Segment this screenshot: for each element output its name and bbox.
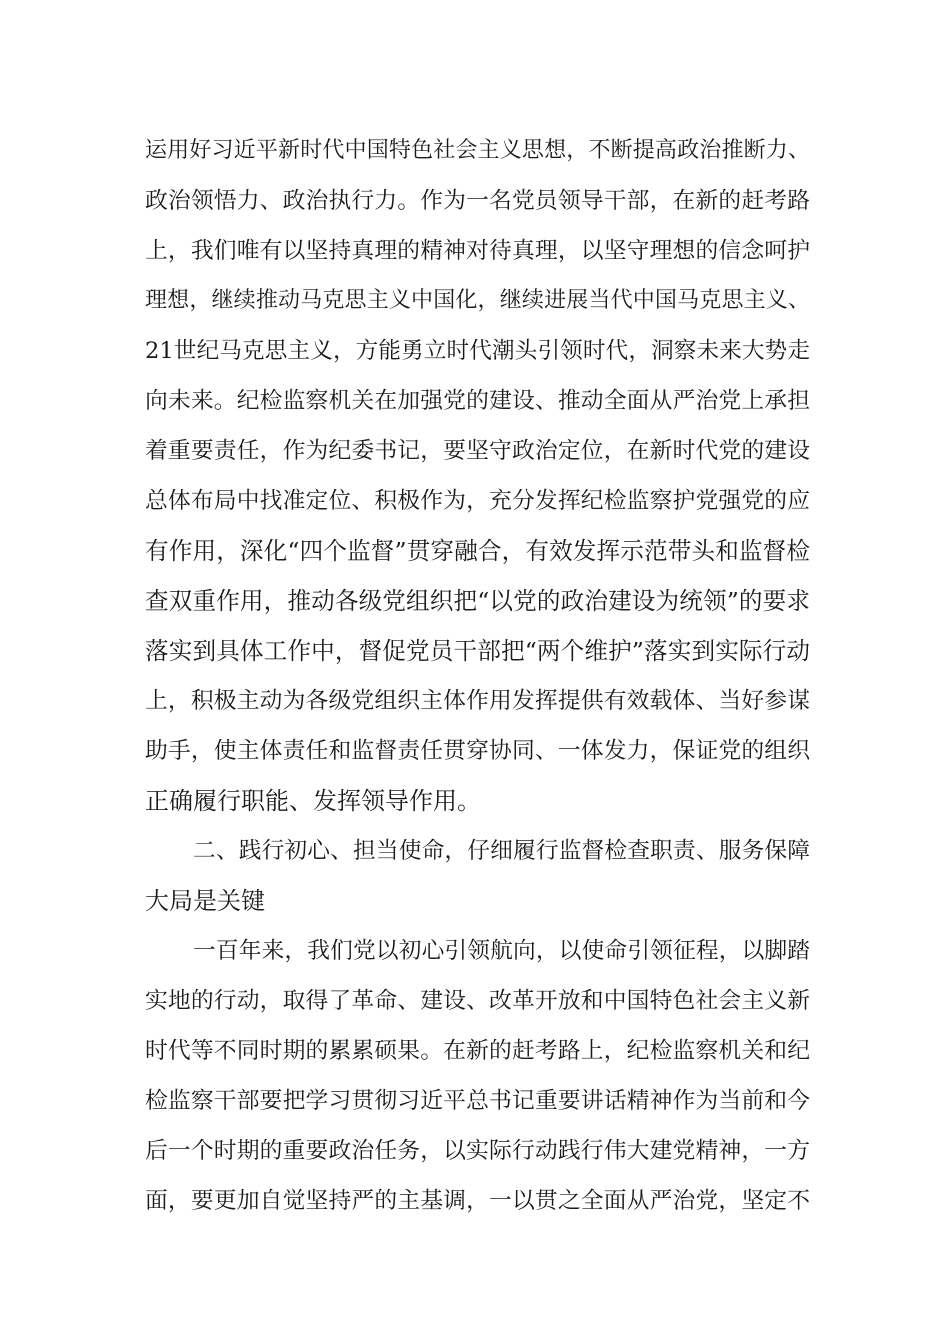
text-line: 查双重作用，推动各级党组织把“以党的政治建设为统领”的要求	[145, 587, 810, 615]
section-heading-line: 二、践行初心、担当使命，仔细履行监督检查职责、服务保障	[193, 838, 810, 864]
text-line: 有作用，深化“四个监督”贯穿融合，有效发挥示范带头和监督检	[145, 537, 810, 565]
body-text	[145, 126, 810, 1226]
text-line: 上，我们唯有以坚持真理的精神对待真理，以坚守理想的信念呵护	[145, 238, 810, 264]
text-line: 理想，继续推动马克思主义中国化，继续进展当代中国马克思主义、	[145, 288, 810, 313]
text-line: 面，要更加自觉坚持严的主基调，一以贯之全面从严治党，坚定不	[145, 1188, 810, 1214]
text-line: 向未来。纪检监察机关在加强党的建设、推动全面从严治党上承担	[145, 388, 810, 414]
text-line: 时代等不同时期的累累硕果。在新的赶考路上，纪检监察机关和纪	[145, 1038, 810, 1064]
text-line: 一百年来，我们党以初心引领航向，以使命引领征程，以脚踏	[193, 938, 810, 964]
text-line: 实地的行动，取得了革命、建设、改革开放和中国特色社会主义新	[145, 988, 810, 1014]
text-line: 运用好习近平新时代中国特色社会主义思想，不断提高政治推断力、	[145, 138, 810, 163]
text-line: 落实到具体工作中，督促党员干部把“两个维护”落实到实际行动	[145, 637, 810, 665]
text-line: 着重要责任，作为纪委书记，要坚守政治定位，在新时代党的建设	[145, 438, 810, 464]
text-line: 助手，使主体责任和监督责任贯穿协同、一体发力，保证党的组织	[145, 738, 810, 764]
text-line: 21世纪马克思主义，方能勇立时代潮头引领时代，洞察未来大势走	[145, 338, 810, 364]
text-line: 检监察干部要把学习贯彻习近平总书记重要讲话精神作为当前和今	[145, 1088, 810, 1114]
text-line: 总体布局中找准定位、积极作为，充分发挥纪检监察护党强党的应	[145, 488, 810, 514]
text-line: 上，积极主动为各级党组织主体作用发挥提供有效载体、当好参谋	[145, 688, 810, 714]
text-line: 正确履行职能、发挥领导作用。	[145, 787, 481, 815]
text-line: 政治领悟力、政治执行力。作为一名党员领导干部，在新的赶考路	[145, 188, 810, 214]
text-line: 后一个时期的重要政治任务，以实际行动践行伟大建党精神，一方	[145, 1138, 810, 1164]
section-heading-line: 大局是关键	[145, 887, 265, 915]
